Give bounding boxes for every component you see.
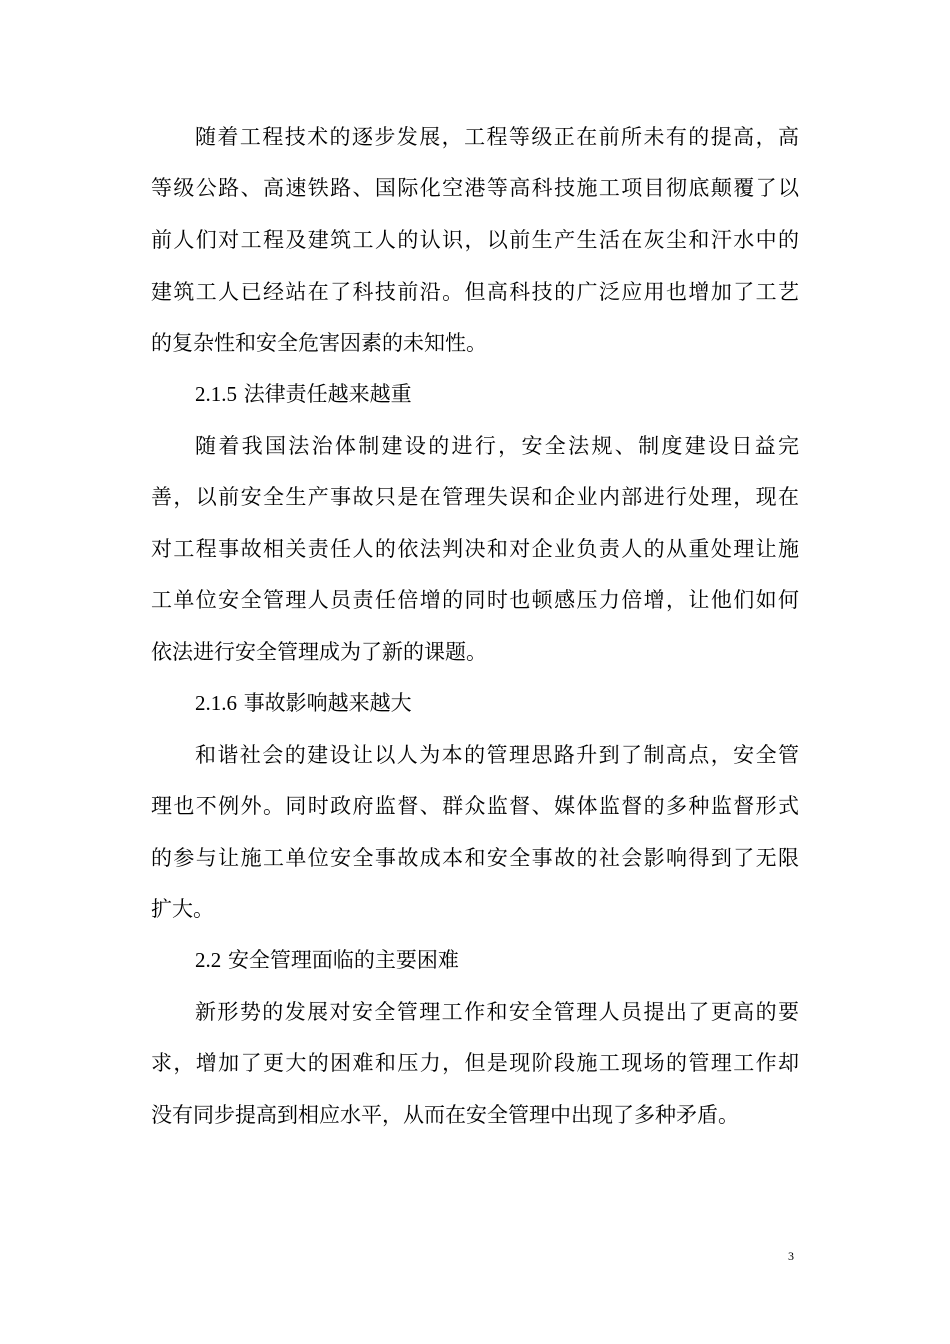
section-title: 法律责任越来越重: [243, 382, 412, 406]
paragraph-2-line-5: 依法进行安全管理成为了新的课题。: [151, 640, 487, 664]
paragraph-2-line-3: 对工程事故相关责任人的依法判决和对企业负责人的从重处理让施: [151, 537, 799, 561]
paragraph-2-line-4: 工单位安全管理人员责任倍增的同时也顿感压力倍增，让他们如何: [151, 588, 799, 612]
section-heading-2-2: [195, 940, 459, 980]
page-number: 3: [788, 1249, 794, 1263]
paragraph-4-line-2: 求，增加了更大的困难和压力，但是现阶段施工现场的管理工作却: [151, 1051, 799, 1075]
paragraph-2-line-1: 随着我国法治体制建设的进行，安全法规、制度建设日益完: [195, 434, 799, 458]
paragraph-3-line-1: 和谐社会的建设让以人为本的管理思路升到了制高点，安全管: [195, 743, 799, 767]
section-number: 2.1.6: [195, 691, 237, 715]
section-number: 2.2: [195, 948, 222, 972]
paragraph-3-line-4: 扩大。: [151, 897, 214, 921]
paragraph-1-line-1: 随着工程技术的逐步发展，工程等级正在前所未有的提高，高: [195, 125, 799, 149]
paragraph-3-line-2: 理也不例外。同时政府监督、群众监督、媒体监督的多种监督形式: [151, 794, 799, 818]
paragraph-1-line-3: 前人们对工程及建筑工人的认识，以前生产生活在灰尘和汗水中的: [151, 228, 799, 252]
paragraph-1-line-5: 的复杂性和安全危害因素的未知性。: [151, 331, 487, 355]
paragraph-1-line-4: 建筑工人已经站在了科技前沿。但高科技的广泛应用也增加了工艺: [151, 280, 799, 304]
paragraph-1-line-2: 等级公路、高速铁路、国际化空港等高科技施工项目彻底颠覆了以: [151, 176, 799, 200]
section-number: 2.1.5: [195, 382, 237, 406]
paragraph-4-line-3: 没有同步提高到相应水平，从而在安全管理中出现了多种矛盾。: [151, 1103, 739, 1127]
paragraph-4-line-1: 新形势的发展对安全管理工作和安全管理人员提出了更高的要: [195, 1000, 799, 1024]
section-heading-2-1-6: [195, 683, 412, 723]
section-title: 安全管理面临的主要困难: [227, 948, 459, 972]
paragraph-2-line-2: 善，以前安全生产事故只是在管理失误和企业内部进行处理，现在: [151, 485, 799, 509]
section-heading-2-1-5: [195, 374, 412, 414]
paragraph-3-line-3: 的参与让施工单位安全事故成本和安全事故的社会影响得到了无限: [151, 846, 799, 870]
section-title: 事故影响越来越大: [243, 691, 412, 715]
